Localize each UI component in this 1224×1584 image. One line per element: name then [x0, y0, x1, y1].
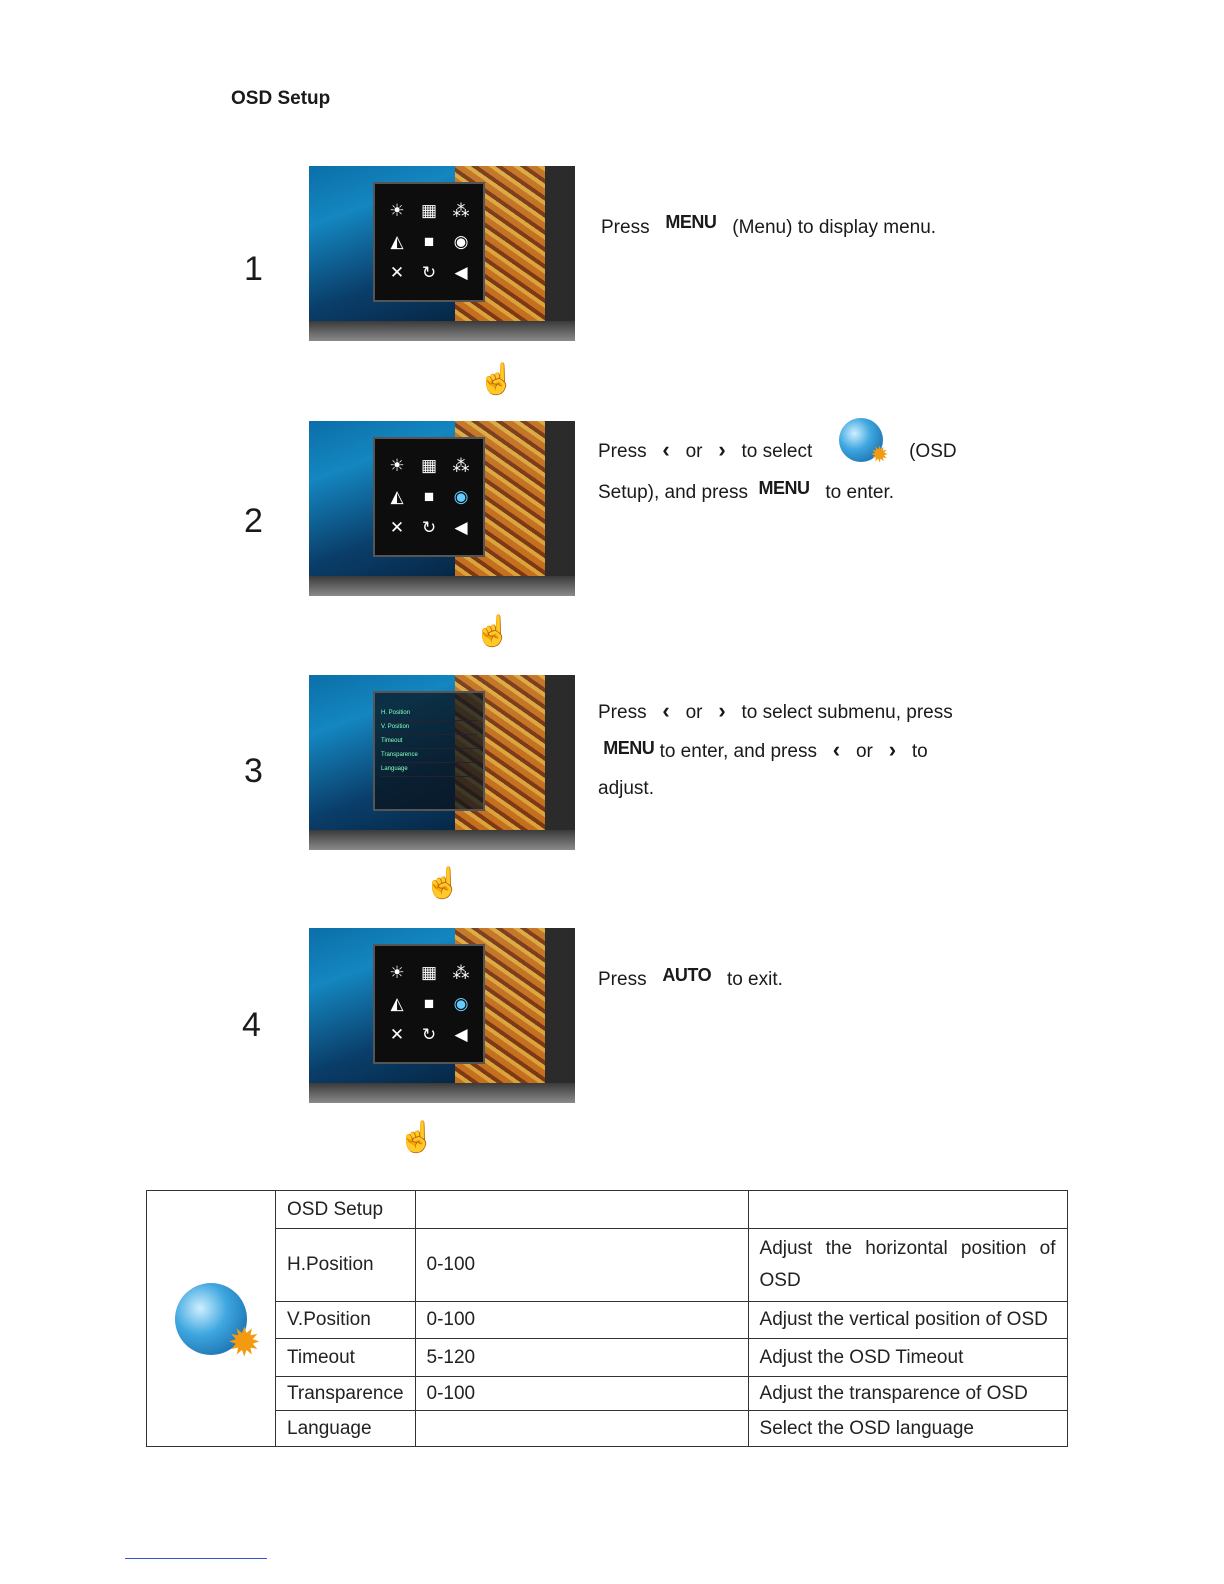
exit-icon: ◀ [454, 262, 468, 282]
table-row: Language Select the OSD language [147, 1411, 1068, 1447]
osd-submenu-item: Timeout [381, 735, 477, 749]
chevron-left-icon: ‹ [832, 737, 841, 762]
monitor-illustration-4 [309, 928, 577, 1128]
osd-submenu-item: V. Position [381, 721, 477, 735]
brightness-icon: ☀ [389, 456, 405, 476]
osd-main-menu [373, 182, 485, 302]
chevron-left-icon: ‹ [662, 698, 670, 723]
monitor-illustration-3 [309, 675, 577, 875]
image-setup-icon: ▦ [420, 456, 438, 476]
step-number-1: 1 [244, 250, 263, 288]
picture-boost-icon: ◭ [390, 231, 404, 251]
step-3-instruction: Press ‹ or › to select submenu, press MENU to enter, and press ‹ or › to adjust. [598, 698, 953, 799]
pointing-hand-icon: ☝ [474, 615, 512, 648]
monitor-screen [309, 928, 545, 1083]
gear-icon: ✹ [227, 1320, 261, 1365]
pointing-hand-icon: ☝ [398, 1121, 436, 1154]
globe-gear-icon [175, 1283, 261, 1365]
gear-icon: ✹ [870, 442, 889, 467]
osd-setup-icon: ◉ [453, 231, 469, 251]
menu-key-label: MENU [603, 738, 655, 758]
chevron-right-icon: › [888, 737, 897, 762]
menu-key-label: MENU [665, 212, 717, 232]
step-number-2: 2 [244, 502, 263, 540]
osd-submenu-item: Language [381, 763, 477, 777]
picture-boost-icon: ◭ [390, 993, 404, 1013]
osd-submenu-item: H. Position [381, 707, 477, 721]
monitor-bezel-buttons [309, 321, 575, 341]
osd-main-menu [373, 437, 485, 557]
osd-setup-icon: ◉ [453, 993, 469, 1013]
menu-key-label: MENU [758, 478, 810, 498]
auto-key-label: AUTO [662, 965, 712, 985]
image-setup-icon: ▦ [420, 201, 438, 221]
chevron-right-icon: › [718, 437, 726, 463]
extra-icon: ✕ [389, 1024, 405, 1044]
brightness-icon: ☀ [389, 201, 405, 221]
color-setup-icon: ⁂ [452, 456, 470, 476]
image-setup-icon: ▦ [420, 963, 438, 983]
monitor-bezel-buttons [309, 830, 575, 850]
monitor-screen [309, 675, 545, 830]
chevron-right-icon: › [718, 698, 726, 723]
monitor-screen [309, 421, 545, 576]
monitor-bezel-buttons [309, 1083, 575, 1103]
footnote-divider [125, 1558, 267, 1559]
pointing-hand-icon: ☝ [424, 867, 462, 900]
table-row: Timeout 5-120 Adjust the OSD Timeout [147, 1339, 1068, 1377]
reset-icon: ↻ [421, 262, 437, 282]
table-row: V.Position 0-100 Adjust the vertical position of OSD [147, 1302, 1068, 1339]
exit-icon: ◀ [454, 1024, 468, 1044]
pointing-hand-icon: ☝ [478, 363, 516, 396]
osd-setup-submenu [373, 691, 485, 811]
brightness-icon: ☀ [389, 963, 405, 983]
monitor-illustration-2 [309, 421, 577, 621]
picture-icon: ■ [423, 231, 435, 251]
reset-icon: ↻ [421, 517, 437, 537]
osd-submenu-item: Transparence [381, 749, 477, 763]
extra-icon: ✕ [389, 262, 405, 282]
monitor-bezel-buttons [309, 576, 575, 596]
osd-setup-table [146, 1190, 1068, 1447]
osd-main-menu [373, 944, 485, 1064]
page-title: OSD Setup [231, 88, 331, 109]
extra-icon: ✕ [389, 517, 405, 537]
color-setup-icon: ⁂ [452, 201, 470, 221]
step-1-instruction: Press MENU (Menu) to display menu. [601, 212, 937, 238]
step-2-instruction: Press ‹ or › to select ✹ (OSD Setup), and press MENU to enter. [598, 430, 957, 511]
chevron-left-icon: ‹ [662, 437, 670, 463]
picture-boost-icon: ◭ [390, 486, 404, 506]
osd-setup-icon-cell [147, 1191, 276, 1447]
color-setup-icon: ⁂ [452, 963, 470, 983]
picture-icon: ■ [423, 993, 435, 1013]
step-number-4: 4 [242, 1006, 261, 1044]
step-4-instruction: Press AUTO to exit. [598, 965, 783, 990]
osd-setup-icon: ◉ [453, 486, 469, 506]
step-number-3: 3 [244, 752, 263, 790]
monitor-illustration-1 [309, 166, 577, 366]
table-header: OSD Setup [276, 1191, 416, 1229]
globe-gear-icon [839, 418, 889, 467]
table-row: Transparence 0-100 Adjust the transparence of OSD [147, 1377, 1068, 1411]
exit-icon: ◀ [454, 517, 468, 537]
monitor-screen [309, 166, 545, 321]
picture-icon: ■ [423, 486, 435, 506]
reset-icon: ↻ [421, 1024, 437, 1044]
table-row: H.Position 0-100 Adjust the horizontal position of OSD [147, 1229, 1068, 1302]
